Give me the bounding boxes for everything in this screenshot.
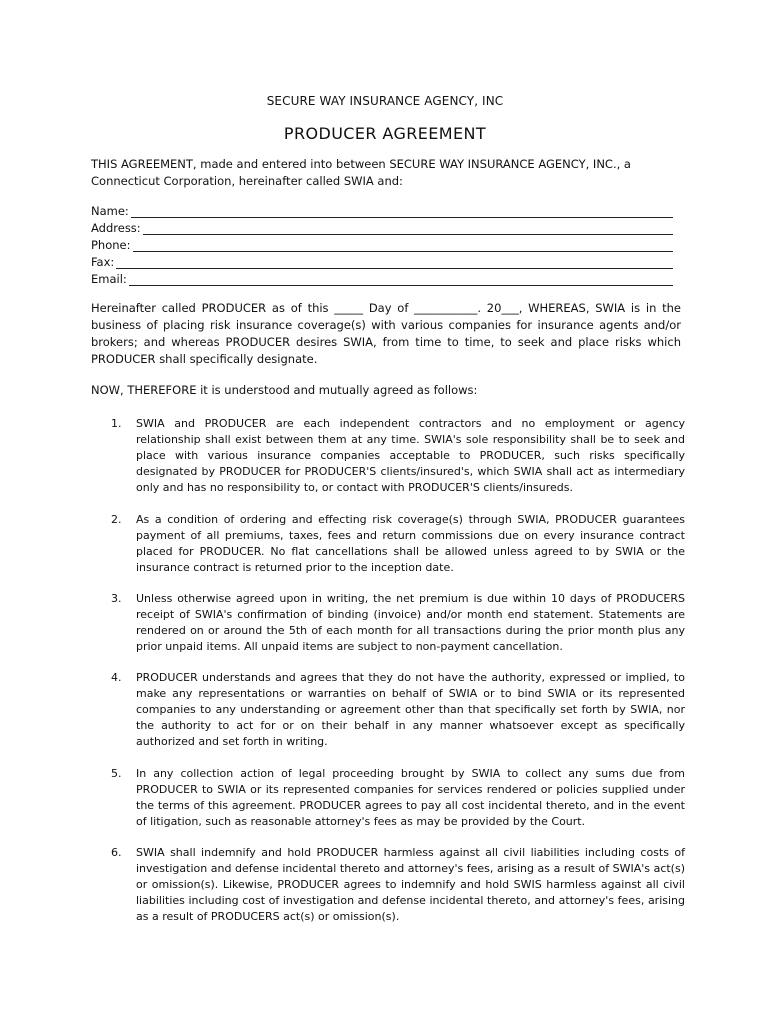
name-field[interactable] xyxy=(91,201,681,218)
document-title: PRODUCER AGREEMENT xyxy=(283,124,487,143)
producer-info-fields xyxy=(91,201,681,286)
email-field[interactable] xyxy=(91,269,681,286)
clause-text: Unless otherwise agreed upon in writing, the net premium is due within 10 days of PRODUCERS receipt of SWIA's confirmation of binding (invoice) and/or month end statement. Statements are rendered on or around the 5th of each month for all transactions during the prior month plus any prior unpaid items. All unpaid items are subject to non-payment cancellation. xyxy=(136,592,685,653)
intro-paragraph: THIS AGREEMENT, made and entered into between SECURE WAY INSURANCE AGENCY, INC., a Connecticut Corporation, hereinafter called SWIA and: xyxy=(91,157,631,188)
address-field[interactable] xyxy=(91,218,681,235)
name-label: Name: xyxy=(91,204,129,218)
email-line xyxy=(129,274,673,286)
phone-label: Phone: xyxy=(91,238,131,252)
clause-text: PRODUCER understands and agrees that they do not have the authority, expressed or implied, to make any representations or warranties on behalf of SWIA or to bind SWIA or its represented companies to any understanding or agreement other than that specifically set forth by SWIA, nor the authority to act for or on their behalf in any manner whatsoever except as specifically authorized and set forth in writing. xyxy=(136,671,685,748)
fax-label: Fax: xyxy=(91,255,115,269)
clause-number: 2. xyxy=(111,513,122,526)
clause-text: SWIA shall indemnify and hold PRODUCER harmless against all civil liabilities including costs of investigation and defense incidental thereto and attorney's fees, arising as a result of SWIA's act(s) or omission(s). Likewise, PRODUCER agrees to indemnify and hold SWIS harmless against all civil liabilities including cost of investigation and defense incidental thereto, and attorney's fees, arising as a result of PRODUCERS act(s) or omission(s). xyxy=(136,846,685,923)
clause-text: In any collection action of legal proceeding brought by SWIA to collect any sums due from PRODUCER to SWIA or its represented companies for services rendered or policies supplied under the terms of this agreement. PRODUCER agrees to pay all cost incidental thereto, and in the event of litigation, such as reasonable attorney's fees as may be provided by the Court. xyxy=(136,767,685,828)
email-label: Email: xyxy=(91,272,127,286)
clause-number: 6. xyxy=(111,846,122,859)
phone-line xyxy=(133,240,674,252)
clause-number: 5. xyxy=(111,767,122,780)
clause-number: 3. xyxy=(111,592,122,605)
address-line xyxy=(143,223,673,235)
clause-number: 1. xyxy=(111,417,122,430)
now-therefore-paragraph: NOW, THEREFORE it is understood and mutually agreed as follows: xyxy=(91,383,478,397)
address-label: Address: xyxy=(91,221,141,235)
clause-text: As a condition of ordering and effecting risk coverage(s) through SWIA, PRODUCER guarantees payment of all premiums, taxes, fees and return commissions due on every insurance contract placed for PRODUCER. No flat cancellations shall be allowed unless agreed to by SWIA or the insurance contract is returned prior to the inception date. xyxy=(136,513,685,574)
name-line xyxy=(131,206,673,218)
clause-number: 4. xyxy=(111,671,122,684)
phone-field[interactable] xyxy=(91,235,681,252)
fax-field[interactable] xyxy=(91,252,681,269)
clause-text: SWIA and PRODUCER are each independent contractors and no employment or agency relationship shall exist between them at any time. SWIA's sole responsibility shall be to seek and place with various insurance companies acceptable to PRODUCER, such risks specifically designated by PRODUCER for PRODUCER'S clients/insured's, which SWIA shall act as intermediary only and has no responsibility to, or contact with PRODUCER'S clients/insureds. xyxy=(136,417,685,494)
fax-line xyxy=(116,257,673,269)
whereas-paragraph: Hereinafter called PRODUCER as of this _____ Day of ___________. 20___, WHEREAS, SWIA is in the business of placing risk insurance coverage(s) with various companies for insurance agents and/or brokers; and whereas PRODUCER desires SWIA, from time to time, to seek and place risks which PRODUCER shall specifically designate. xyxy=(91,301,681,366)
agency-name: SECURE WAY INSURANCE AGENCY, INC xyxy=(266,94,504,108)
